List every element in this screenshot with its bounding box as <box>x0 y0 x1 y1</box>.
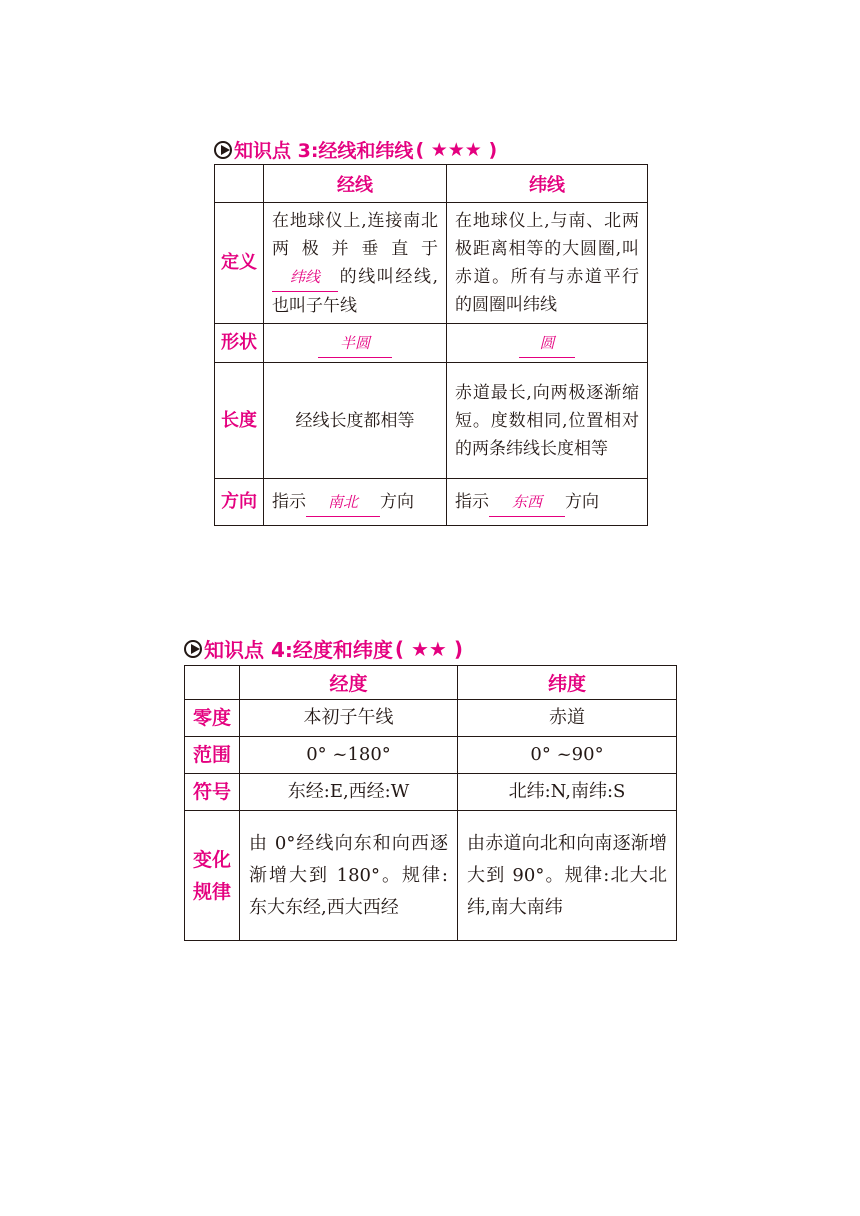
weixian-shape-blank: 圆 <box>519 329 575 358</box>
section1-stars: ( ★★★ ) <box>415 138 498 161</box>
row-label-pattern: 变化 规律 <box>185 811 240 941</box>
weixian-shape <box>447 324 648 363</box>
row-range <box>185 737 677 774</box>
col-jingxian: 经线 <box>264 165 447 203</box>
weidu-pattern: 由赤道向北和向南逐渐增大到 90°。规律:北大北纬,南大南纬 <box>458 811 677 941</box>
play-triangle-icon <box>184 640 202 658</box>
jingxian-definition-blank: 纬线 <box>272 263 338 292</box>
jingdu-range: 0° ~180° <box>240 737 458 774</box>
section1-heading <box>214 136 497 163</box>
row-shape <box>215 324 648 363</box>
jingxian-definition: 在地球仪上,连接南北两极并垂直于纬线 的线叫经线,也叫子午线 <box>264 203 447 324</box>
jingdu-zero: 本初子午线 <box>240 700 458 737</box>
row-length <box>215 363 648 479</box>
jingxian-length: 经线长度都相等 <box>264 363 447 479</box>
table2-corner <box>185 666 240 700</box>
play-triangle-icon <box>214 141 232 159</box>
jingxian-shape-blank: 半圆 <box>318 329 392 358</box>
jingdu-weidu-table <box>184 665 677 941</box>
col-weixian: 纬线 <box>447 165 648 203</box>
col-weidu: 纬度 <box>458 666 677 700</box>
weixian-direction: 指示 东西 方向 <box>447 479 648 526</box>
weixian-length: 赤道最长,向两极逐渐缩短。度数相同,位置相对的两条纬线长度相等 <box>447 363 648 479</box>
row-label-zero: 零度 <box>185 700 240 737</box>
row-label-direction: 方向 <box>215 479 264 526</box>
row-symbol <box>185 774 677 811</box>
row-label-shape: 形状 <box>215 324 264 363</box>
row-label-range: 范围 <box>185 737 240 774</box>
weidu-range: 0° ~90° <box>458 737 677 774</box>
jingxian-shape <box>264 324 447 363</box>
weixian-direction-blank: 东西 <box>489 488 565 517</box>
table1-header-row <box>215 165 648 203</box>
jingdu-pattern: 由 0°经线向东和向西逐渐增大到 180°。规律:东大东经,西大西经 <box>240 811 458 941</box>
section2-title: 知识点 4:经度和纬度 <box>204 638 393 662</box>
section2-heading <box>184 634 463 663</box>
row-pattern <box>185 811 677 941</box>
section2-stars: ( ★★ ) <box>394 636 463 661</box>
jingdu-symbol: 东经:E,西经:W <box>240 774 458 811</box>
col-jingdu: 经度 <box>240 666 458 700</box>
row-definition <box>215 203 648 324</box>
weixian-definition: 在地球仪上,与南、北两极距离相等的大圆圈,叫赤道。所有与赤道平行的圆圈叫纬线 <box>447 203 648 324</box>
section1-title: 知识点 3:经线和纬线 <box>234 140 414 162</box>
weidu-zero: 赤道 <box>458 700 677 737</box>
weidu-symbol: 北纬:N,南纬:S <box>458 774 677 811</box>
jingxian-direction-blank: 南北 <box>306 488 380 517</box>
row-label-symbol: 符号 <box>185 774 240 811</box>
table2-header-row <box>185 666 677 700</box>
row-label-definition: 定义 <box>215 203 264 324</box>
row-label-length: 长度 <box>215 363 264 479</box>
row-direction <box>215 479 648 526</box>
row-zero <box>185 700 677 737</box>
table1-corner <box>215 165 264 203</box>
jingxian-weixian-table <box>214 164 648 526</box>
jingxian-direction: 指示 南北 方向 <box>264 479 447 526</box>
